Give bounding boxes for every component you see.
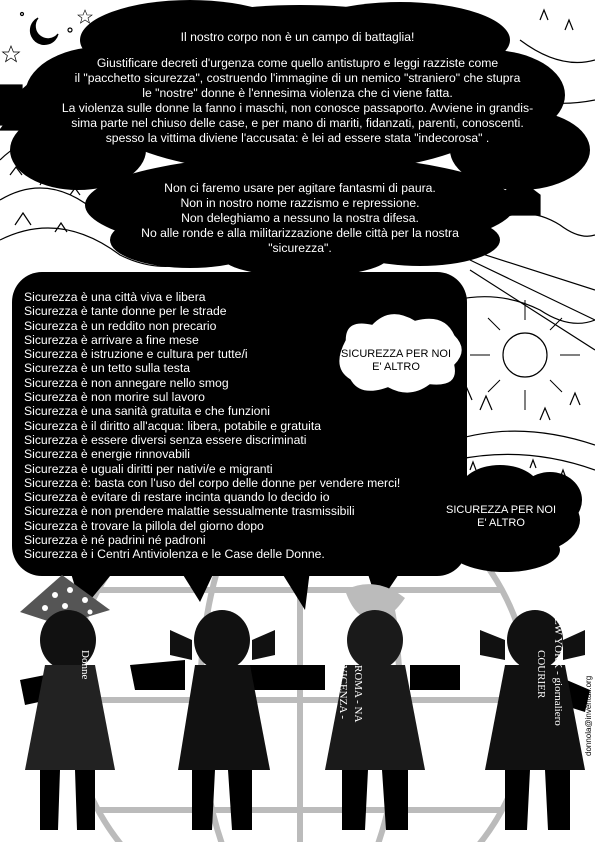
collage-word-courier: COURIER (535, 650, 547, 699)
intro-title: Il nostro corpo non è un campo di battaglia! (180, 30, 415, 44)
intro-line: Giustificare decreti d'urgenza come quello antistupro e leggi razziste come (96, 56, 499, 70)
list-item: Sicurezza è energie rinnovabili (24, 447, 190, 462)
tag-cloud-2-text (437, 504, 565, 530)
collage-word-roma: ROMA - NA (352, 665, 364, 723)
paper-doll-3 (325, 584, 425, 830)
list-item: Sicurezza è una sanità gratuita e che funzioni (24, 404, 270, 419)
slogan-line: "sicurezza". (268, 241, 332, 255)
list-item: Sicurezza è istruzione e cultura per tutte/i (24, 347, 248, 362)
tag-line: SICUREZZA PER NOI (445, 504, 557, 516)
list-item: Sicurezza è tante donne per le strade (24, 304, 227, 319)
contact-email: donnola@inventati.org (584, 675, 593, 756)
list-item: Sicurezza è arrivare a fine mese (24, 332, 199, 347)
collage-word-donne: Donne (79, 650, 91, 680)
tag-cloud-1-text (333, 348, 459, 374)
slogan-line: Non deleghiamo a nessuno la nostra difesa. (181, 211, 419, 225)
paper-doll-4 (480, 610, 585, 830)
list-item: Sicurezza è i Centri Antiviolenza e le Case delle Donne. (24, 547, 325, 562)
paper-doll-2 (170, 610, 275, 830)
list-item: Sicurezza è: basta con l'uso del corpo delle donne per vendere merci! (24, 475, 401, 490)
tag-line: SICUREZZA PER NOI (340, 348, 452, 360)
list-item: Sicurezza è essere diversi senza essere discriminati (24, 432, 307, 447)
slogan-line: Non in nostro nome razzismo e repressione. (180, 196, 420, 210)
slogan-line: No alle ronde e alla militarizzazione delle città per la nostra (141, 226, 459, 240)
list-item: Sicurezza è non prendere malattie sessualmente trasmissibili (24, 504, 355, 519)
list-item: Sicurezza è non morire sul lavoro (24, 390, 205, 405)
intro-line: le "nostre" donne è l'ennesima violenza che ci viene fatta. (142, 86, 453, 100)
collage-word-newyork: NEW YORK - giornaliero (552, 610, 564, 726)
intro-slogans (110, 181, 490, 256)
tag-line: E' ALTRO (477, 517, 525, 529)
collage-word-vicenza: VICENZA - (337, 665, 349, 720)
intro-line: sima parte nel chiuso delle case, e per mano di mariti, fidanzati, parenti, conoscenti. (71, 116, 524, 130)
list-item: Sicurezza è né padrini né padroni (24, 533, 206, 548)
list-item: Sicurezza è non annegare nello smog (24, 375, 229, 390)
list-item: Sicurezza è trovare la pillola del giorno dopo (24, 518, 264, 533)
list-item: Sicurezza è una città viva e libera (24, 290, 206, 304)
list-item: Sicurezza è un reddito non precario (24, 318, 217, 333)
list-item: Sicurezza è uguali diritti per nativi/e e migranti (24, 461, 273, 476)
intro-line: il "pacchetto sicurezza", costruendo l'immagine di un nemico "straniero" che stupra (74, 71, 521, 85)
intro-line: spesso la vittima diviene l'accusata: è lei ad essere stata "indecorosa" . (105, 131, 490, 145)
intro-line: La violenza sulle donne la fanno i maschi, non conosce passaporto. Avviene in grandis- (61, 101, 534, 115)
list-item: Sicurezza è evitare di restare incinta quando lo decido io (24, 490, 330, 505)
sicurezza-list (24, 290, 474, 562)
list-item: Sicurezza è un tetto sulla testa (24, 361, 190, 376)
slogan-line: Non ci faremo usare per agitare fantasmi di paura. (164, 181, 436, 195)
tag-line: E' ALTRO (372, 361, 420, 373)
intro-paragraph (0, 56, 595, 146)
list-item: Sicurezza è il diritto all'acqua: libera, potabile e gratuita (24, 418, 322, 433)
